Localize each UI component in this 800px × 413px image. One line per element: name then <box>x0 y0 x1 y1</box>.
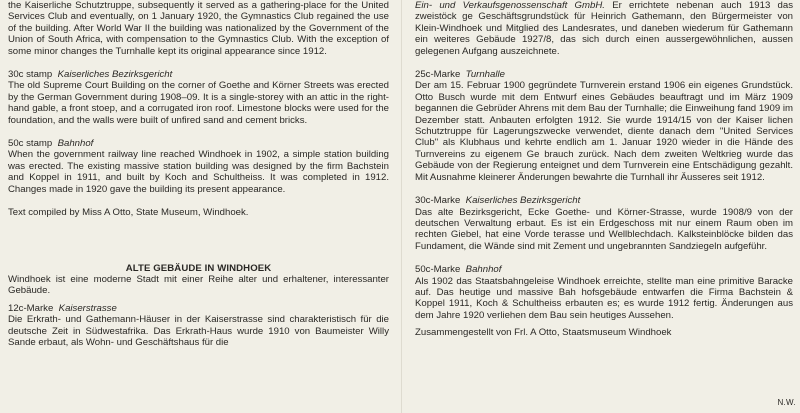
stamp-title: Bahnhof <box>465 264 502 276</box>
section-heading <box>415 195 793 206</box>
german-title: ALTE GEBÄUDE IN WINDHOEK <box>125 262 272 274</box>
stamp-label: 30c-Marke <box>415 195 461 207</box>
stamp-title: Kaiserliches Bezirksgericht <box>465 195 581 207</box>
stamp-title: Bahnhof <box>57 138 94 150</box>
stamp-title: Kaiserliches Bezirksgericht <box>57 69 173 81</box>
section-heading <box>8 69 389 80</box>
continuation-italic: Ein- und Verkaufsgenossenschaft GmbH. <box>415 0 605 11</box>
continuation-text: Er errichtete nebenan auch 1913 das zweistöck ge Geschäftsgrundstück für Heinrich Gathemann, den Bürgermeister von Klein-Windhoek und Mitglied des Landesrates, und daneben wiederum für Gathemann ein weiteres Gebäude 1927/8, das sich durch einen aussergewöhnlichen, aussen gelegenen Aufgang auszeichnete. <box>415 0 793 57</box>
german-intro: Windhoek ist eine moderne Stadt mit einer Reihe alter und erhaltener, interessanter Gebäude. <box>8 273 389 297</box>
section-30c-stamp <box>8 69 389 126</box>
author-initials: N.W. <box>777 398 796 407</box>
section-text: Die Erkrath- und Gathemann-Häuser in der Kaiserstrasse sind charakteristisch für die deutsche Zeit in Südwestafrika. Das Erkrath-Haus wurde 1910 von Baumeister Willy Sande erbaut, als Wohn- und Geschäftshaus für die <box>8 314 389 348</box>
section-heading <box>415 69 793 80</box>
page-fold-divider <box>401 0 402 413</box>
stamp-title: Turnhalle <box>465 69 505 81</box>
section-text: The old Supreme Court Building on the corner of Goethe and Körner Streets was erected by the German Government during 1908–09. It is a single-storey with an attic in the right-hand gable, a front stoep, and a corrugated iron roof. Limestone blocks were used for the foundation, and the walls were built of unfired sand and cement bricks. <box>8 80 389 126</box>
stamp-label: 12c-Marke <box>8 302 54 314</box>
stamp-title: Kaiserstrasse <box>58 302 117 314</box>
german-credit: Zusammengestellt von Frl. A Otto, Staatsmuseum Windhoek <box>415 327 672 339</box>
english-credit: Text compiled by Miss A Otto, State Museum, Windhoek. <box>8 207 249 219</box>
english-column <box>8 0 389 348</box>
section-heading <box>415 264 793 275</box>
stamp-label: 50c-Marke <box>415 264 461 276</box>
section-50c-stamp <box>8 138 389 195</box>
section-50c-marke <box>415 264 793 321</box>
section-text: Der am 15. Februar 1900 gegründete Turnverein erstand 1906 ein eigenes Grundstück. Otto Busch wurde mit dem Entwurf eines Gebäudes beauftragt und im März 1909 begannen die Gebrüder Ahrens mit dem Bau der Turnhalle; die Einweihung fand 1909 im Dezember statt. Anbauten erfolgten 1912. Sie wurde 1914/15 von der Kaiser lichen Schutztruppe für Lagerungszwecke verwendet, diente danach dem "United Services Club" als Klubhaus und kehrte endlich am 1. Januar 1920 wieder in die Hände des Turnvereins zu eigenem Ge brauch zurück. Nach dem zweiten Weltkrieg wurde das Gebäude von der Regierung enteignet und dem Turnverein eine Entschädigung gezahlt. Mit Ausnahme kleinerer Änderungen bewahrte die Turnhall ihr Äusseres seit 1912. <box>415 80 793 183</box>
stamp-label: 30c stamp <box>8 69 53 81</box>
kaiserstrasse-continuation <box>415 0 793 57</box>
section-heading <box>8 138 389 149</box>
section-25c-marke <box>415 69 793 183</box>
german-column <box>415 0 793 339</box>
turnhalle-continuation: the Kaiserliche Schutztruppe, subsequently it served as a gathering-place for the United Services Club and eventually, on 1 January 1920, the Gymnastics Club regained the use of the building. After World War II the building was nationalized by the Government of the Union of South Africa, with compensation to the Gymnastics Club. With the exception of some minor changes the Turnhalle kept its original appearance since 1912. <box>8 0 389 57</box>
section-12c-marke <box>8 303 389 349</box>
section-text: Als 1902 das Staatsbahngeleise Windhoek erreichte, stellte man eine primitive Baracke auf. Das heutige und massive Bah hofsgebäude entwarfen die Firma Bachstein & Koppel 1911, Koch & Schultheiss erbauten es; es wurde 1912 fertig. Änderungen aus dem Jahre 1920 verliehen dem Bau sein heutiges Aussehen. <box>415 275 793 321</box>
stamp-label: 25c-Marke <box>415 69 461 81</box>
section-text: Das alte Bezirksgericht, Ecke Goethe- und Körner-Strasse, wurde 1908/9 von der deutschen Verwaltung erbaut. Es ist ein Erdgeschoss mit nur einem Raum oben im rechten Giebel, hat eine Vorde terasse und Wellblechdach. Kalksteinblöcke bilden das Fundament, die Wände sind mit Zement und ungebrannten Sandziegeln aufgeführ. <box>415 206 793 252</box>
section-heading <box>8 303 389 314</box>
section-text: When the government railway line reached Windhoek in 1902, a simple station building was erected. The existing massive station building was designed by the firm Bachstein and Koppel in 1911, and built by Koch and Schultheiss. It was completed in 1912. Changes made in 1920 gave the building its present appearance. <box>8 149 389 195</box>
section-30c-marke <box>415 195 793 252</box>
stamp-label: 50c stamp <box>8 138 53 150</box>
